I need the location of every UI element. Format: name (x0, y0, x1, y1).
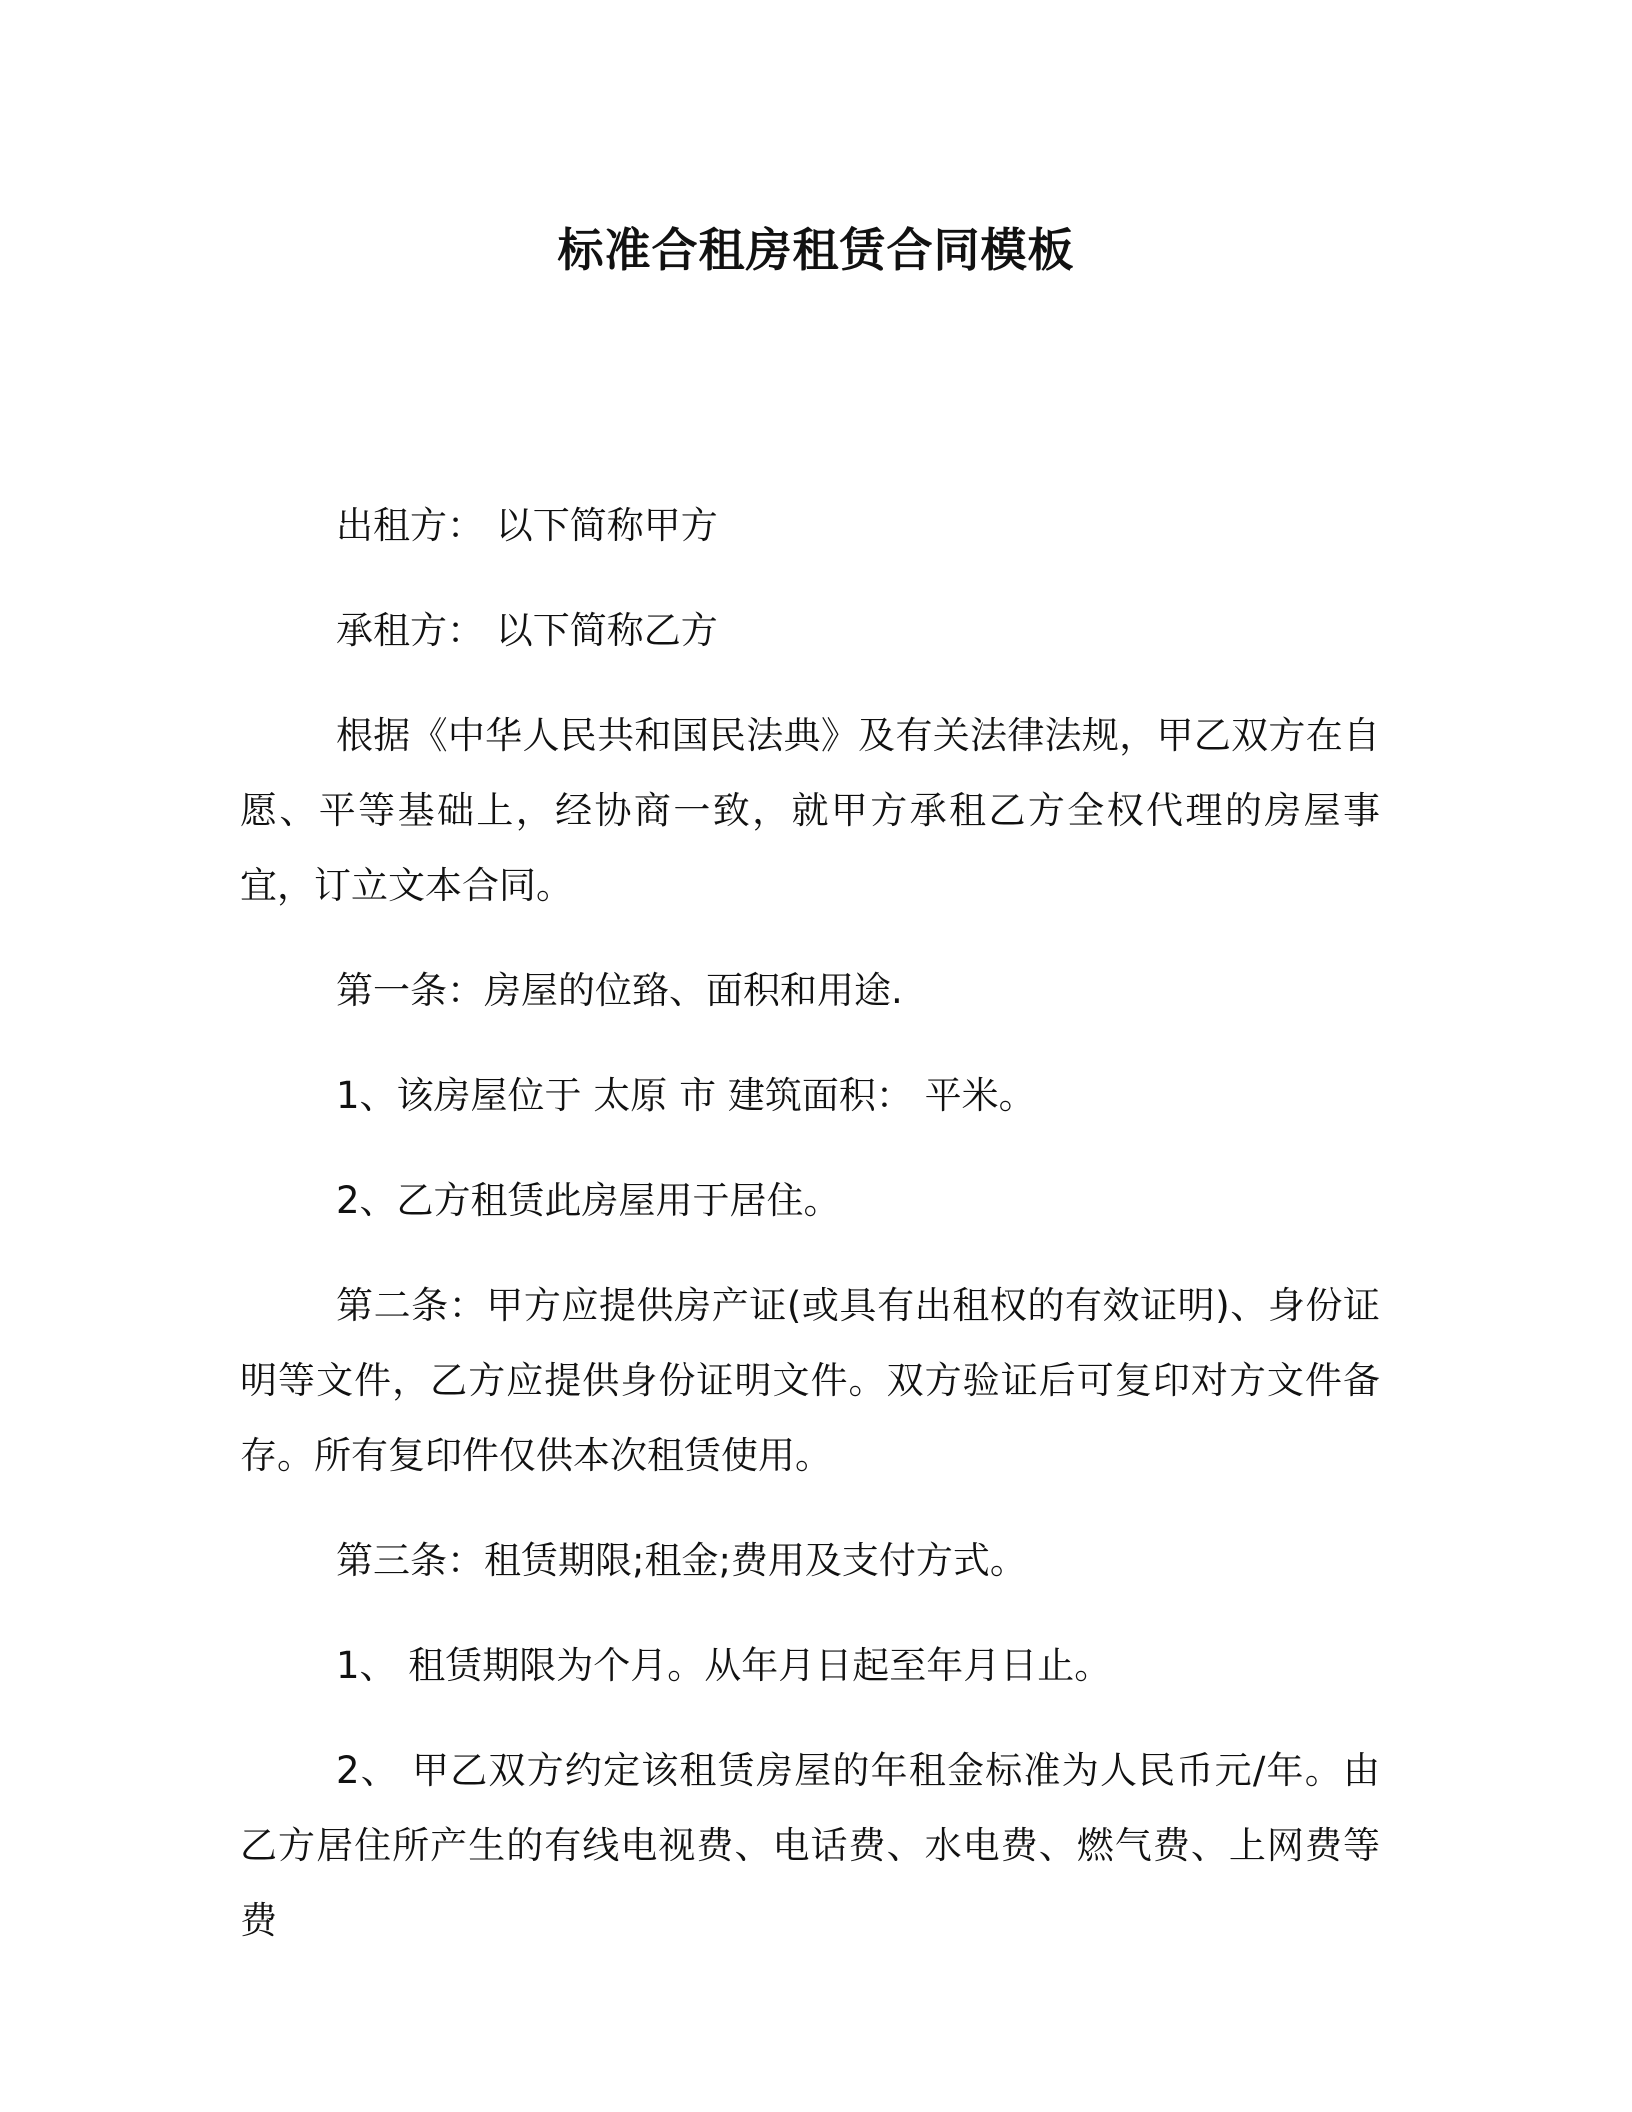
document-body (240, 488, 1380, 1958)
paragraph-article-2: 第二条：甲方应提供房产证(或具有出租权的有效证明)、身份证明等文件，乙方应提供身份证明文件。双方验证后可复印对方文件备存。所有复印件仅供本次租赁使用。 (240, 1284, 1380, 1477)
paragraph-lessee: 承租方： 以下简称乙方 (336, 609, 718, 652)
paragraph-preamble: 根据《中华人民共和国民法典》及有关法律法规，甲乙双方在自愿、平等基础上，经协商一致，就甲方承租乙方全权代理的房屋事宜，订立文本合同。 (240, 714, 1380, 907)
paragraph-article-1: 第一条：房屋的位臵、面积和用途. (336, 969, 903, 1012)
paragraph-article-1-item-2: 2、乙方租赁此房屋用于居住。 (336, 1179, 841, 1222)
paragraph-article-3-item-2: 2、 甲乙双方约定该租赁房屋的年租金标准为人民币元/年。由乙方居住所产生的有线电视费、电话费、水电费、燃气费、上网费等费 (240, 1749, 1380, 1942)
document-title: 标准合租房租赁合同模板 (557, 223, 1075, 277)
paragraph-lessor: 出租方： 以下简称甲方 (336, 504, 718, 547)
paragraph-article-3-item-1: 1、 租赁期限为个月。从年月日起至年月日止。 (336, 1644, 1112, 1687)
paragraph-article-1-item-1: 1、该房屋位于 太原 市 建筑面积： 平米。 (336, 1074, 1036, 1117)
paragraph-article-3: 第三条：租赁期限;租金;费用及支付方式。 (336, 1539, 1027, 1582)
